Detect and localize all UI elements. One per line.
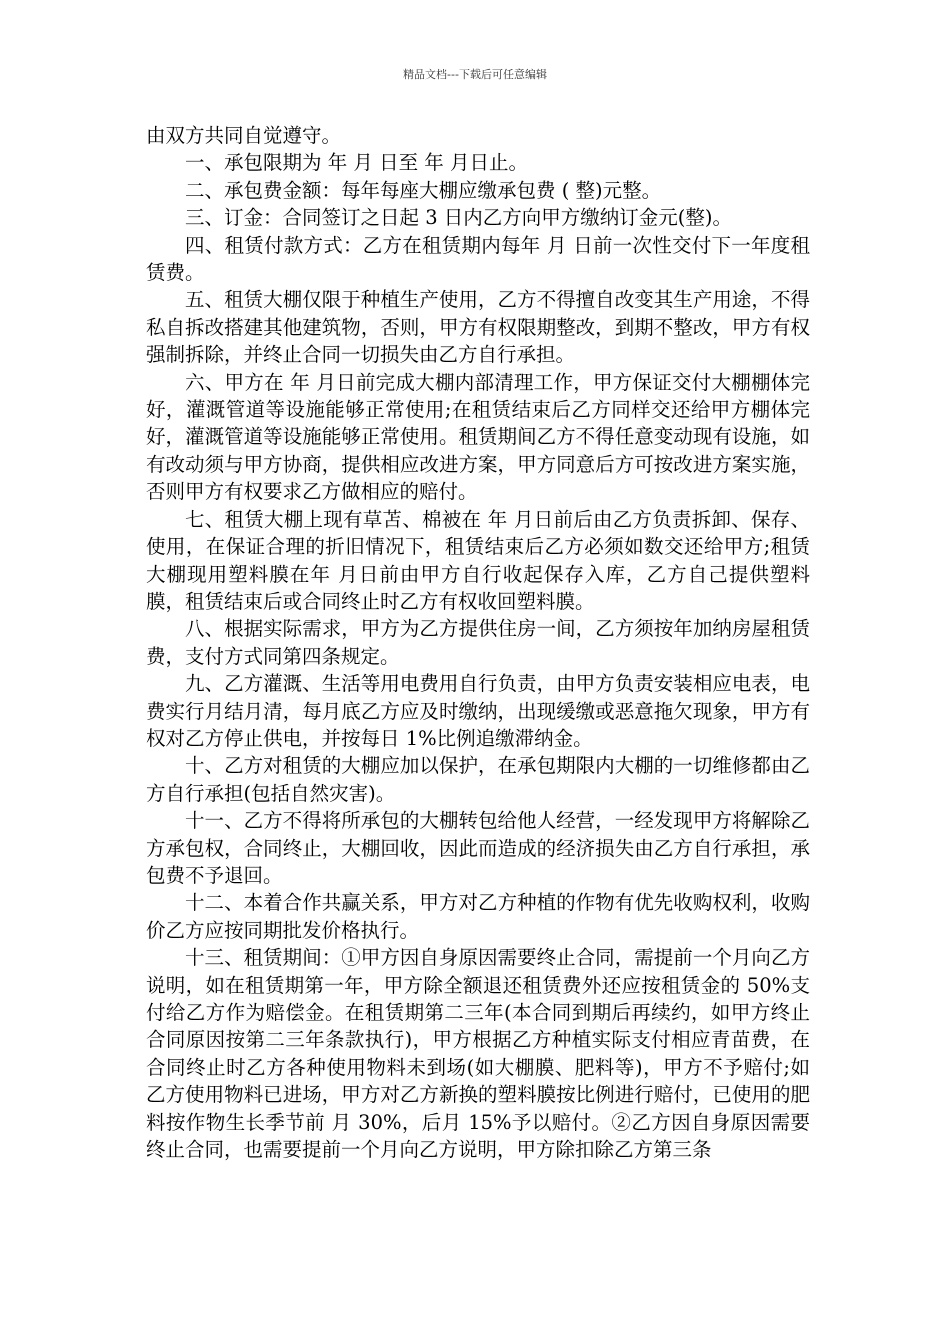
page-header: 精品文档---下载后可任意编辑 — [403, 68, 547, 81]
paragraph-clause-7: 七、租赁大棚上现有草苫、棉被在 年 月日前后由乙方负责拆卸、保存、使用，在保证合理的折旧情况下，租赁结束后乙方必须如数交还给甲方;租赁大棚现用塑料膜在年 月日前由甲方自行收起保存入库，乙方自己提供塑料膜，租赁结束后或合同终止时乙方有权收回塑料膜。 — [146, 507, 810, 613]
paragraph-clause-1: 一、承包限期为 年 月 日至 年 月日止。 — [185, 151, 528, 175]
contract-body — [146, 122, 810, 1163]
paragraph-clause-9: 九、乙方灌溉、生活等用电费用自行负责，由甲方负责安装相应电表，电费实行月结月清，每月底乙方应及时缴纳，出现缓缴或恶意拖欠现象，甲方有权对乙方停止供电，并按每日 1%比例追缴滞纳金。 — [146, 672, 810, 750]
paragraph-clause-10: 十、乙方对租赁的大棚应加以保护，在承包期限内大棚的一切维修都由乙方自行承担(包括自然灾害)。 — [146, 754, 810, 805]
paragraph-clause-13: 十三、租赁期间：①甲方因自身原因需要终止合同，需提前一个月向乙方说明，如在租赁期第一年，甲方除全额退还租赁费外还应按租赁金的 50%支付给乙方作为赔偿金。在租赁期第二三年(本合同到期后再续约，如甲方终止合同原因按第二三年条款执行)，甲方根据乙方种植实际支付相应青苗费，在合同终止时乙方各种使用物料未到场(如大棚膜、肥料等)，甲方不予赔付;如乙方使用物料已进场，甲方对乙方新换的塑料膜按比例进行赔付，已使用的肥料按作物生长季节前 月 30%，后月 15%予以赔付。②乙方因自身原因需要终止合同，也需要提前一个月向乙方说明，甲方除扣除乙方第三条 — [146, 946, 810, 1162]
paragraph-clause-3: 三、订金：合同签订之日起 3 日内乙方向甲方缴纳订金元(整)。 — [185, 206, 733, 230]
paragraph-clause-6: 六、甲方在 年 月日前完成大棚内部清理工作，甲方保证交付大棚棚体完好，灌溉管道等设施能够正常使用;在租赁结束后乙方同样交还给甲方棚体完好，灌溉管道等设施能够正常使用。租赁期间乙方不得任意变动现有设施，如有改动须与甲方协商，提供相应改进方案，甲方同意后方可按改进方案实施，否则甲方有权要求乙方做相应的赔付。 — [146, 370, 810, 504]
paragraph-clause-2: 二、承包费金额：每年每座大棚应缴承包费 ( 整)元整。 — [185, 178, 662, 202]
paragraph-clause-8: 八、根据实际需求，甲方为乙方提供住房一间，乙方须按年加纳房屋租赁费，支付方式同第四条规定。 — [146, 617, 810, 668]
paragraph-clause-12: 十二、本着合作共赢关系，甲方对乙方种植的作物有优先收购权利，收购价乙方应按同期批发价格执行。 — [146, 891, 810, 942]
paragraph-clause-11: 十一、乙方不得将所承包的大棚转包给他人经营，一经发现甲方将解除乙方承包权，合同终止，大棚回收，因此而造成的经济损失由乙方自行承担，承包费不予退回。 — [146, 809, 810, 887]
paragraph-clause-4: 四、租赁付款方式：乙方在租赁期内每年 月 日前一次性交付下一年度租赁费。 — [146, 233, 810, 285]
paragraph-intro: 由双方共同自觉遵守。 — [146, 124, 342, 147]
paragraph-clause-5: 五、租赁大棚仅限于种植生产使用，乙方不得擅自改变其生产用途，不得私自拆改搭建其他建筑物，否则，甲方有权限期整改，到期不整改，甲方有权强制拆除，并终止合同一切损失由乙方自行承担。 — [146, 288, 810, 367]
